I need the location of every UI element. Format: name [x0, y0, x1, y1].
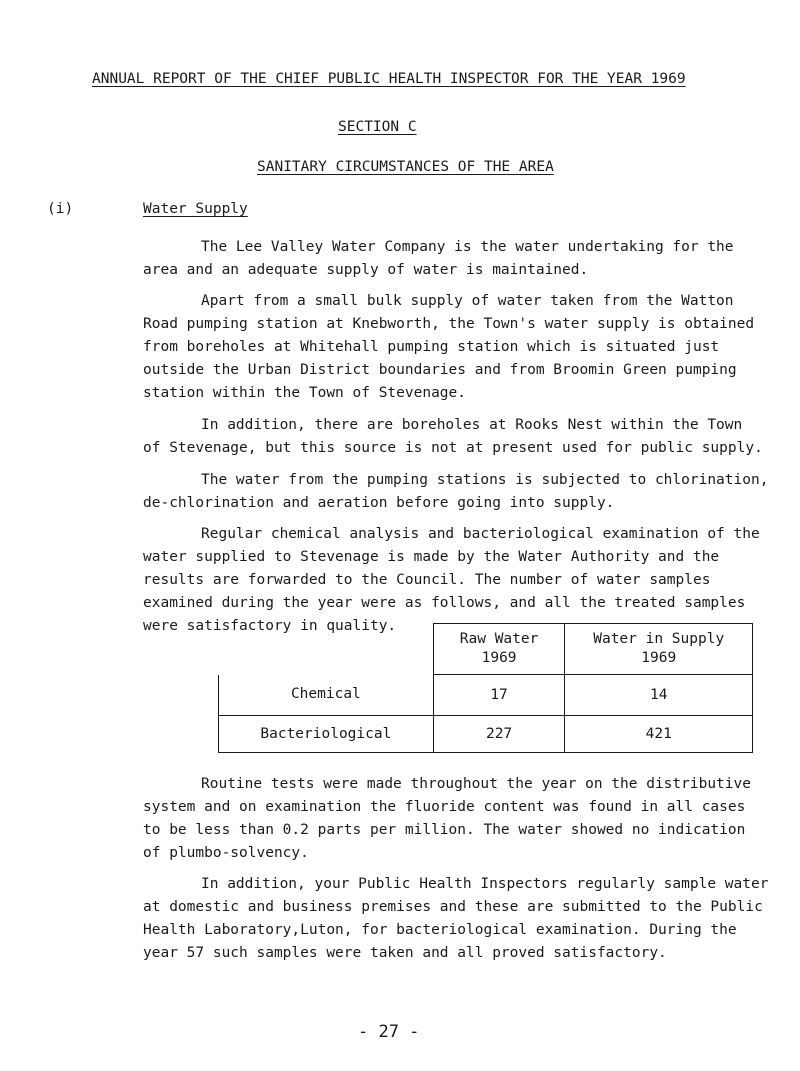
section-heading: SECTION C — [338, 119, 417, 135]
row-label: Chemical — [219, 675, 434, 716]
text-line: Health Laboratory,Luton, for bacteriological examination. During the — [143, 922, 737, 938]
table-row — [219, 675, 753, 716]
col-header-line: Raw Water — [459, 631, 539, 647]
col-header-water-in-supply — [565, 624, 753, 675]
text-line: year 57 such samples were taken and all proved satisfactory. — [143, 945, 667, 961]
paragraph-1 — [143, 236, 793, 282]
paragraph-7 — [143, 873, 793, 965]
row-label: Bacteriological — [219, 716, 434, 753]
paragraph-5 — [143, 523, 793, 638]
text-line: Apart from a small bulk supply of water taken from the Watton — [201, 293, 734, 309]
section-subtitle: SANITARY CIRCUMSTANCES OF THE AREA — [257, 159, 554, 175]
col-header-raw-water — [433, 624, 565, 675]
col-header-year: 1969 — [481, 650, 517, 666]
cell-raw: 17 — [433, 675, 565, 716]
water-samples-table — [218, 623, 753, 753]
text-line: system and on examination the fluoride content was found in all cases — [143, 799, 746, 815]
col-header-line: Water in Supply — [593, 631, 725, 647]
text-line: from boreholes at Whitehall pumping station which is situated just — [143, 339, 720, 355]
text-line: results are forwarded to the Council. The number of water samples — [143, 572, 711, 588]
table-row — [219, 716, 753, 753]
text-line: at domestic and business premises and these are submitted to the Public — [143, 899, 763, 915]
subsection-title: Water Supply — [143, 201, 248, 217]
text-line: station within the Town of Stevenage. — [143, 385, 467, 401]
text-line: to be less than 0.2 parts per million. The water showed no indication — [143, 822, 746, 838]
paragraph-2 — [143, 290, 793, 405]
text-line: outside the Urban District boundaries and from Broomin Green pumping — [143, 362, 737, 378]
text-line: The water from the pumping stations is subjected to chlorination, — [201, 472, 769, 488]
cell-raw: 227 — [433, 716, 565, 753]
text-line: Regular chemical analysis and bacteriological examination of the — [201, 526, 760, 542]
text-line: examined during the year were as follows, and all the treated samples — [143, 595, 746, 611]
col-header-year: 1969 — [641, 650, 677, 666]
paragraph-6 — [143, 773, 793, 865]
table-corner — [219, 624, 434, 675]
page-number: - 27 - — [358, 1022, 420, 1042]
paragraph-4 — [143, 469, 793, 515]
paragraph-3 — [143, 414, 793, 460]
text-line: were satisfactory in quality. — [143, 618, 397, 634]
report-title: ANNUAL REPORT OF THE CHIEF PUBLIC HEALTH INSPECTOR FOR THE YEAR 1969 — [92, 71, 686, 87]
text-line: of Stevenage, but this source is not at present used for public supply. — [143, 440, 763, 456]
text-line: In addition, there are boreholes at Rooks Nest within the Town — [201, 417, 743, 433]
text-line: of plumbo-solvency. — [143, 845, 309, 861]
cell-supply: 14 — [565, 675, 753, 716]
text-line: In addition, your Public Health Inspectors regularly sample water — [201, 876, 769, 892]
text-line: de-chlorination and aeration before going into supply. — [143, 495, 615, 511]
table-header-row — [219, 624, 753, 675]
cell-supply: 421 — [565, 716, 753, 753]
text-line: Road pumping station at Knebworth, the Town's water supply is obtained — [143, 316, 755, 332]
text-line: water supplied to Stevenage is made by the Water Authority and the — [143, 549, 720, 565]
subsection-number: (i) — [47, 201, 74, 217]
text-line: The Lee Valley Water Company is the water undertaking for the — [201, 239, 734, 255]
text-line: area and an adequate supply of water is maintained. — [143, 262, 589, 278]
text-line: Routine tests were made throughout the year on the distributive — [201, 776, 751, 792]
